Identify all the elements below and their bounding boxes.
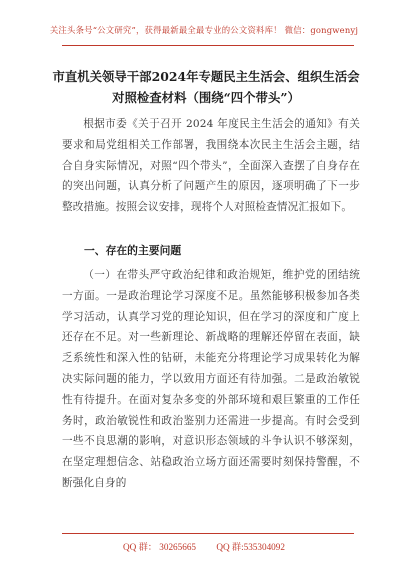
section-heading: 一、存在的主要问题 [84,244,182,257]
body-paragraph: （一）在带头严守政治纪律和政治规矩，维护党的团结统一方面。一是政治理论学习深度不足。虽然能够积极参加各类学习活动，认真学习党的理论知识，但在学习的深度和广度上还存在不足。对一些新理论、新战略的理解还停留在表面，缺乏系统性和深入性的钻研，未能充分将理论学习成果转化为解决实际问题的能力，学以致用方面还有待加强。二是政治敏锐性有待提升。在面对复杂多变的外部环境和艰巨繁重的工作任务时，政治敏锐性和政治鉴别力还需进一步提高。有时会受到一些不良思潮的影响，对意识形态领域的斗争认识不够深刻，在坚定理想信念、站稳政治立场方面还需要时刻保持警醒，不断强化自身的 [62,269,360,489]
footer [0,539,408,553]
intro-paragraph: 根据市委《关于召开 2024 年度民主生活会的通知》有关要求和局党组相关工作部署，我围绕本次民主生活会主题，结合自身实际情况，对照“四个带头”，全面深入查摆了自身存在的突出问题，认真分析了问题产生的原因，逐项明确了下一步整改措施。按照会议安排，现将个人对照检查情况汇报如下。 [62,118,360,214]
footer-divider [62,533,354,534]
document-title: 市直机关领导干部2024年专题民主生活会、组织生活会对照检查材料（围绕“四个带头”） [52,69,360,105]
footer-qq-group-1: QQ 群： 30265665 [123,542,197,552]
header-divider [62,45,354,46]
header-banner: 关注头条号“公文研究”，获得最新最全最专业的公文资料库！ 微信：gongwenyj [49,25,359,35]
footer-qq-group-2: QQ 群:535304092 [216,542,285,552]
